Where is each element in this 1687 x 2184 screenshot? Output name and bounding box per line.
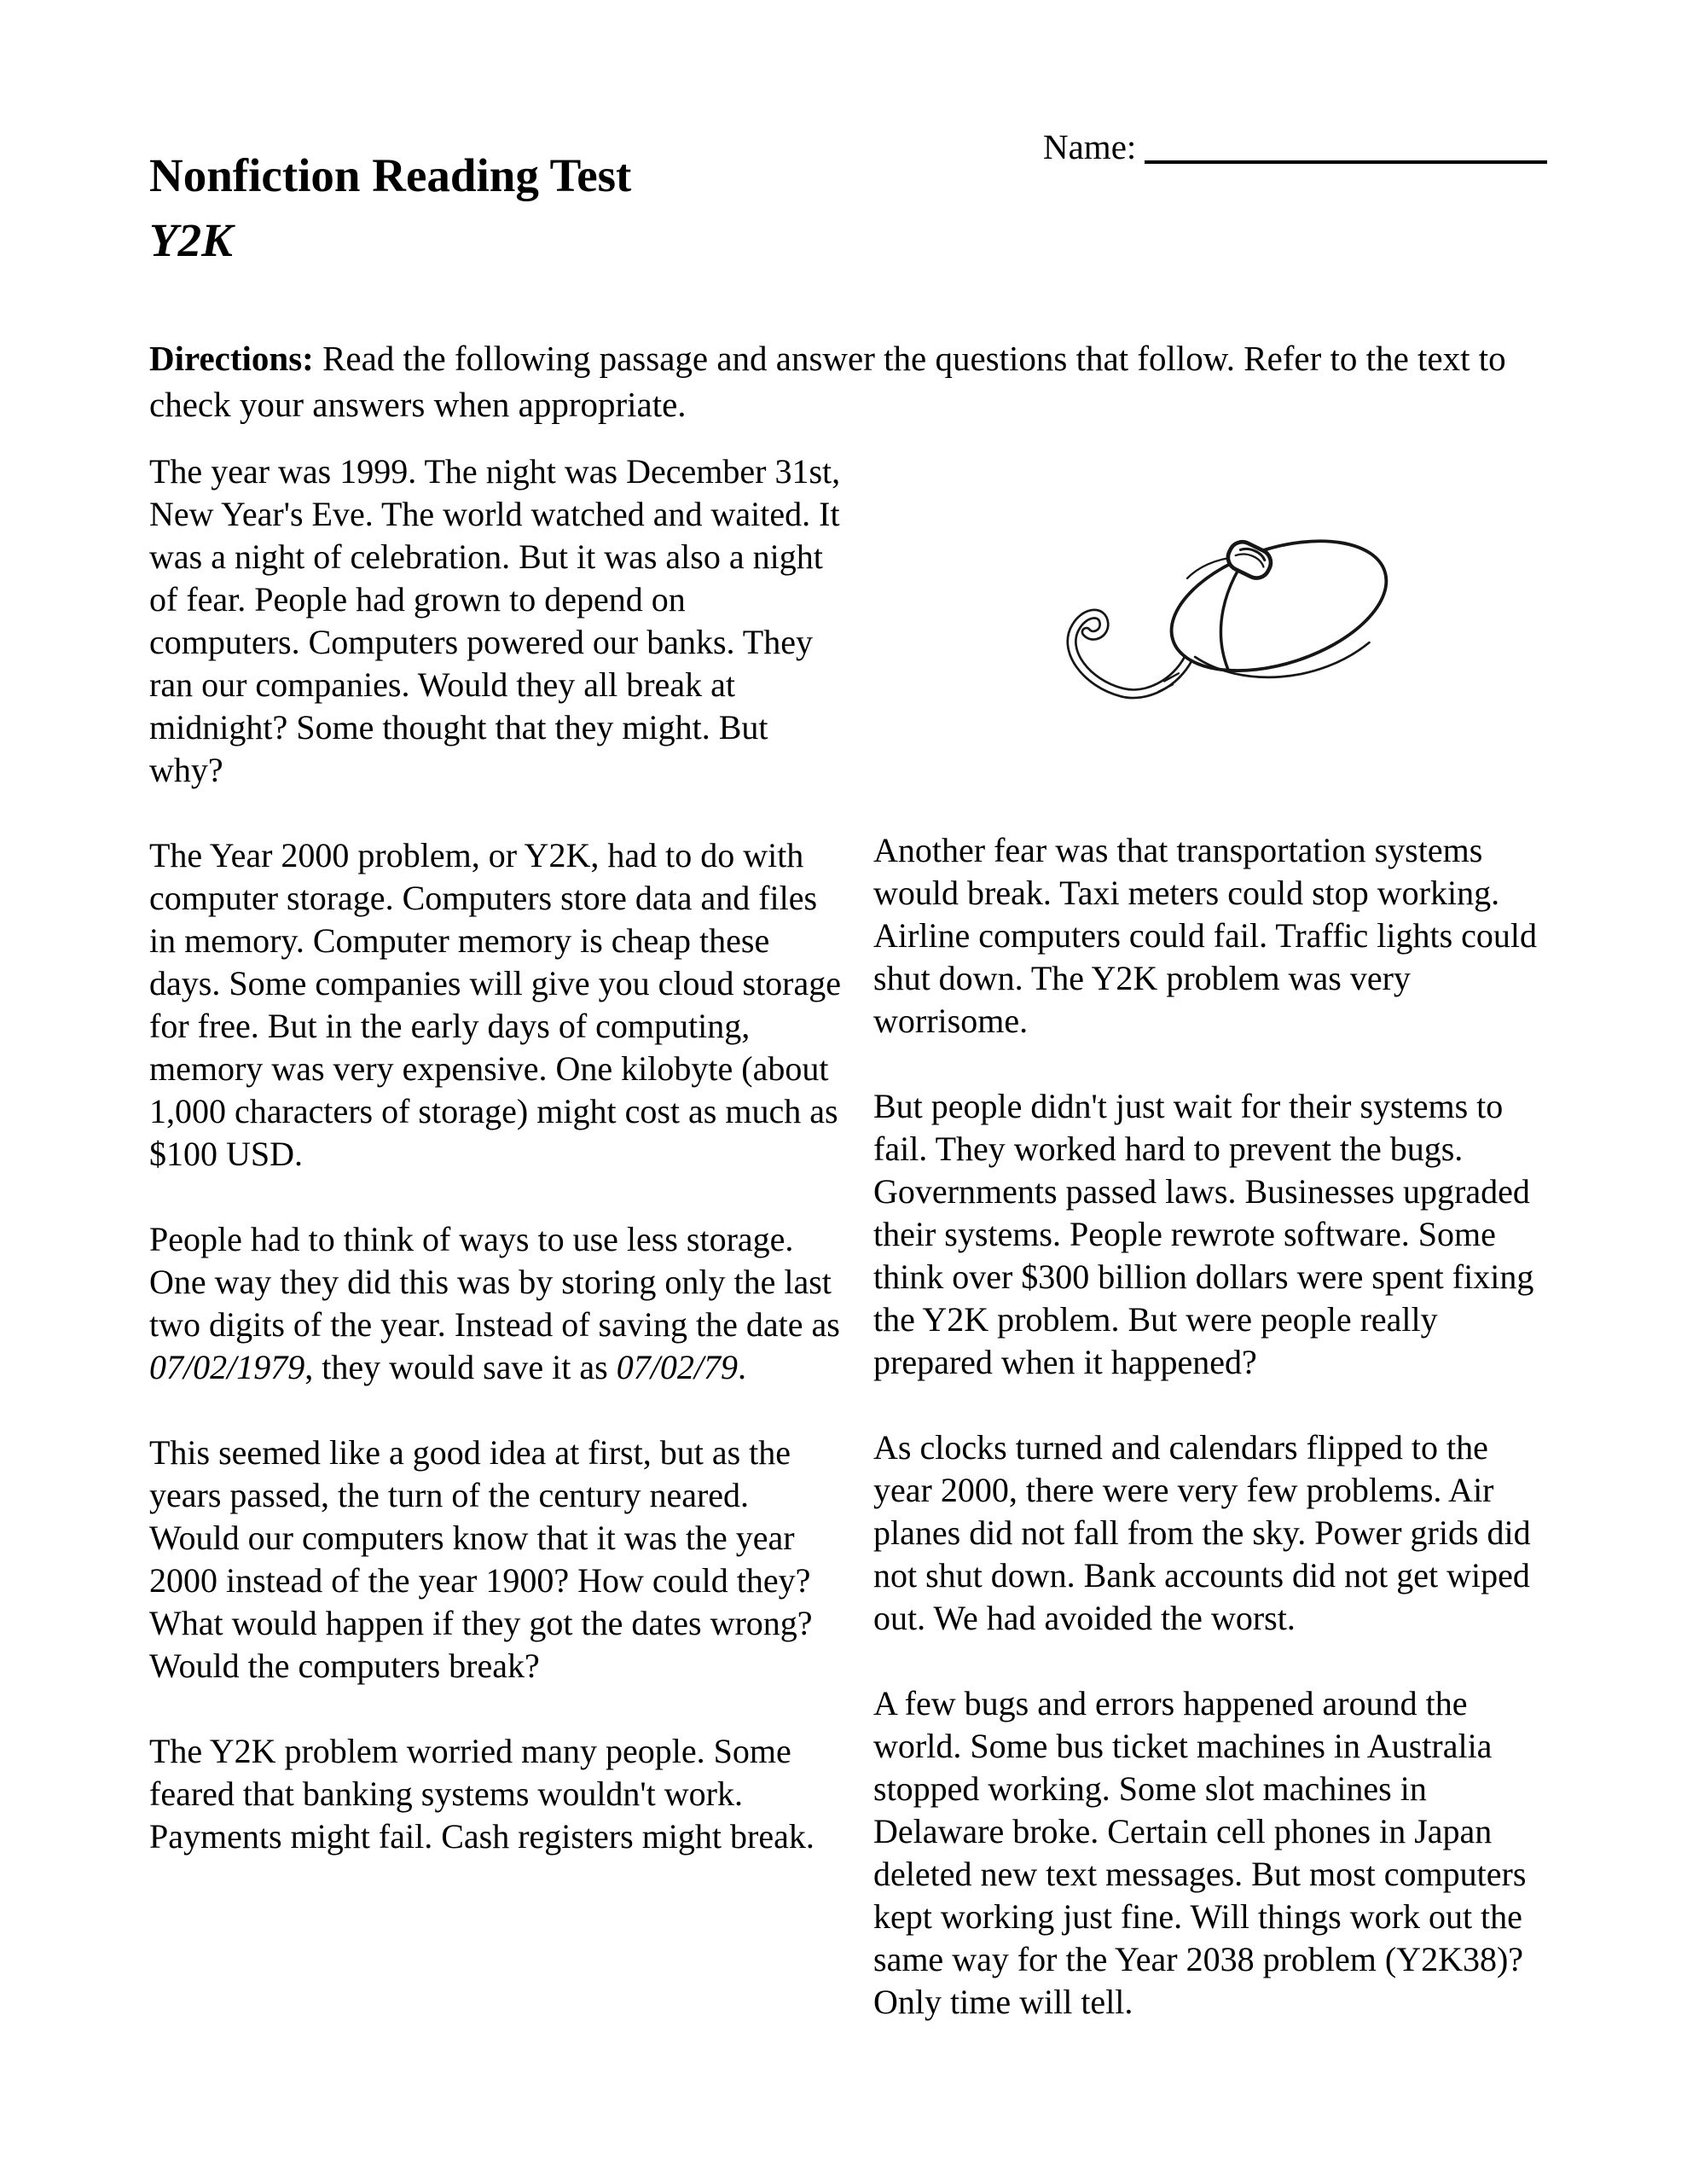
passage-right-paragraphs (873, 829, 1540, 2024)
passage-text: . (737, 1348, 746, 1386)
passage-text: , they would save it as (304, 1348, 617, 1386)
passage-paragraph (149, 834, 844, 1176)
name-blank-line[interactable] (1145, 157, 1547, 164)
passage-paragraph (149, 1432, 844, 1687)
passage-paragraph (873, 1682, 1540, 2024)
passage-paragraph (873, 829, 1540, 1043)
computer-mouse-illustration (873, 450, 1540, 787)
name-label: Name: (1043, 127, 1137, 166)
name-field-row (1043, 126, 1547, 167)
passage-text: The Year 2000 problem, or Y2K, had to do with computer storage. Computers store data and files in memory. Computer memory is cheap these days. Some companies will give you cloud storage for free. But in the early days of computing, memory was very expensive. One kilobyte (about 1,000 characters of storage) might cost as much as $100 USD. (149, 836, 841, 1173)
passage-text: People had to think of ways to use less storage. One way they did this was by storing only the last two digits of the year. Instead of saving the date as (149, 1220, 840, 1344)
passage-columns (149, 450, 1555, 2024)
passage-text: But people didn't just wait for their systems to fail. They worked hard to prevent the bugs. Governments passed laws. Businesses upgraded their systems. People rewrote software. Some think over $300 billion dollars were spent fixing the Y2K problem. But were people really prepared when it happened? (873, 1087, 1534, 1381)
title-block (149, 147, 631, 268)
passage-left-column (149, 450, 844, 2024)
passage-paragraph (149, 450, 844, 792)
page-title: Nonfiction Reading Test (149, 149, 632, 201)
passage-text: A few bugs and errors happened around the world. Some bus ticket machines in Australia stopped working. Some slot machines in Delaware broke. Certain cell phones in Japan deleted new text messages. But most computers kept working just fine. Will things work out the same way for the Year 2038 problem (Y2K38)? Only time will tell. (873, 1684, 1527, 2021)
passage-text: The year was 1999. The night was December 31st, New Year's Eve. The world watched and waited. It was a night of celebration. But it was also a night of fear. People had grown to depend on computers. Computers powered our banks. They ran our companies. Would they all break at midnight? Some thought that they might. But why? (149, 452, 841, 789)
passage-paragraph (873, 1085, 1540, 1384)
passage-right-column (873, 450, 1540, 2024)
passage-date-italic: 07/02/79 (616, 1348, 738, 1386)
passage-text: The Y2K problem worried many people. Some feared that banking systems wouldn't work. Payments might fail. Cash registers might break. (149, 1732, 815, 1856)
passage-text: Another fear was that transportation systems would break. Taxi meters could stop working. Airline computers could fail. Traffic lights could shut down. The Y2K problem was very worrisome. (873, 831, 1538, 1040)
directions (149, 335, 1555, 427)
page-subtitle: Y2K (149, 214, 233, 266)
passage-date-italic: 07/02/1979 (149, 1348, 305, 1386)
directions-label: Directions: (149, 339, 314, 378)
directions-text: Read the following passage and answer the questions that follow. Refer to the text to check your answers when appropriate. (149, 339, 1506, 424)
passage-paragraph (873, 1426, 1540, 1640)
passage-text: As clocks turned and calendars flipped to the year 2000, there were very few problems. Air planes did not fall from the sky. Power grids did not shut down. Bank accounts did not get wiped out. We had avoided the worst. (873, 1428, 1531, 1637)
passage-paragraph (149, 1730, 844, 1858)
computer-mouse-drawing (1023, 527, 1390, 711)
passage-paragraph (149, 1218, 844, 1389)
passage-text: This seemed like a good idea at first, but as the years passed, the turn of the century neared. Would our computers know that it was the year 2000 instead of the year 1900? How could they? What would happen if they got the dates wrong? Would the computers break? (149, 1433, 813, 1685)
